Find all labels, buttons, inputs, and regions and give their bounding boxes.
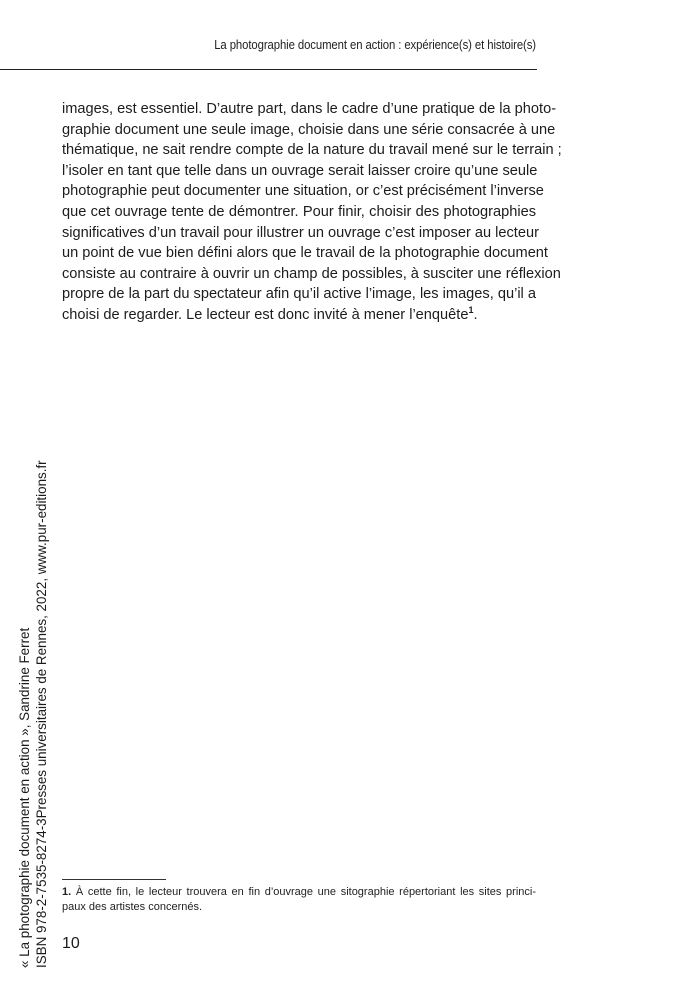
footnote-number: 1.	[62, 886, 72, 898]
side-notice-title: « La photographie document en action », Sandrine Ferret	[17, 627, 32, 968]
body-line: significatives d’un travail pour illustrer un ouvrage c’est imposer au lecteur	[62, 224, 539, 241]
body-line: l’isoler en tant que telle dans un ouvrage serait laisser croire qu’une seule	[62, 162, 538, 179]
body-last-text: choisi de regarder. Le lecteur est donc invité à mener l’enquête	[62, 306, 469, 323]
side-notice-isbn: ISBN 978-2-7535-8274-3Presses universitaires de Rennes, 2022, www.pur-editions.fr	[34, 460, 49, 968]
footnote-line: paux des artistes concernés.	[62, 900, 203, 913]
body-line: images, est essentiel. D’autre part, dans le cadre d’une pratique de la photo-	[62, 101, 557, 117]
header-rule	[0, 69, 537, 70]
body-line: que cet ouvrage tente de démontrer. Pour finir, choisir des photographies	[62, 203, 536, 220]
body-line-last	[62, 305, 536, 326]
footnote-line	[62, 885, 536, 900]
body-line: propre de la part du spectateur afin qu’il active l’image, les images, qu’il a	[62, 286, 536, 303]
footnote-rule	[62, 879, 166, 880]
body-line: photographie peut documenter une situation, or c’est précisément l’inverse	[62, 183, 544, 200]
page-number: 10	[62, 935, 80, 952]
body-line: graphie document une seule image, choisie dans une série consacrée à une	[62, 121, 556, 138]
final-period: .	[473, 306, 478, 323]
footnote-text: À cette fin, le lecteur trouvera en fin d’ouvrage une sitographie répertoriant les sites princi-	[71, 886, 536, 898]
running-header: La photographie document en action : expérience(s) et histoire(s)	[214, 38, 537, 52]
body-paragraph	[62, 99, 562, 326]
body-line: consiste au contraire à ouvrir un champ de possibles, à susciter une réflexion	[62, 265, 561, 282]
footnote-reference[interactable]: 1	[468, 305, 474, 316]
body-line: un point de vue bien défini alors que le travail de la photographie document	[62, 245, 548, 262]
copyright-side-notice	[16, 448, 50, 968]
body-line: thématique, ne sait rendre compte de la nature du travail mené sur le terrain ;	[62, 142, 562, 159]
footnote	[62, 885, 536, 914]
